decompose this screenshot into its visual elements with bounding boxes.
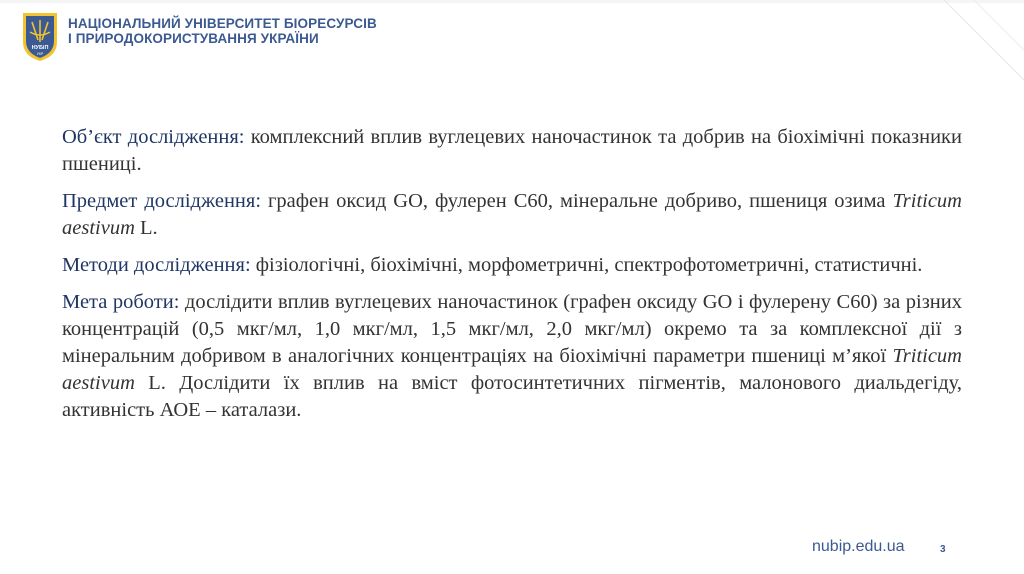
header	[22, 12, 377, 62]
paragraph-tail: L.	[134, 217, 158, 239]
slide-content	[62, 124, 962, 434]
paragraph-label: Мета роботи:	[62, 291, 180, 313]
footer-url[interactable]: nubip.edu.ua	[812, 538, 905, 555]
paragraph-text: графен оксид GO, фулерен С60, мінеральне добриво, пшениця озима	[261, 190, 893, 212]
paragraph-goal	[62, 289, 962, 424]
university-name	[68, 16, 377, 46]
top-rule	[0, 0, 1024, 3]
paragraph-label: Об’єкт дослідження:	[62, 126, 245, 148]
paragraph-text: комплексний вплив вуглецевих наночастинок та добрив на біохімічні показники пшениці.	[62, 126, 962, 175]
paragraph-text: фізіологічні, біохімічні, морфометричні, спектрофотометричні, статистичні.	[250, 254, 923, 276]
paragraph-label: Методи дослідження:	[62, 254, 251, 276]
paragraph-subject	[62, 188, 962, 242]
svg-text:НУБіП: НУБіП	[31, 45, 49, 51]
paragraph-label: Предмет дослідження:	[62, 190, 262, 212]
university-logo	[22, 12, 58, 62]
species-name: Triticum aestivum	[62, 345, 962, 394]
corner-decoration	[914, 0, 1024, 110]
page-number: 3	[940, 544, 946, 555]
species-name: Triticum aestivum	[62, 190, 962, 239]
paragraph-text: дослідити вплив вуглецевих наночастинок (графен оксиду GO і фулерену С60) за різних концентрацій (0,5 мкг/мл, 1,0 мкг/мл, 1,5 мкг/мл, 2,0 мкг/мл) окремо та за комплексної дії з мінеральним добривом в аналогічних концентраціях на біохімічні параметри пшениці м’якої	[62, 291, 962, 367]
university-name-line2: І ПРИРОДОКОРИСТУВАННЯ УКРАЇНИ	[68, 31, 319, 46]
university-name-line1: НАЦІОНАЛЬНИЙ УНІВЕРСИТЕТ БІОРЕСУРСІВ	[68, 16, 377, 31]
paragraph-tail: L. Дослідити їх вплив на вміст фотосинтетичних пігментів, малонового диальдегіду, активність АОЕ – каталази.	[62, 372, 962, 421]
paragraph-object	[62, 124, 962, 178]
paragraph-methods	[62, 252, 962, 279]
svg-text:УКР: УКР	[36, 52, 44, 56]
